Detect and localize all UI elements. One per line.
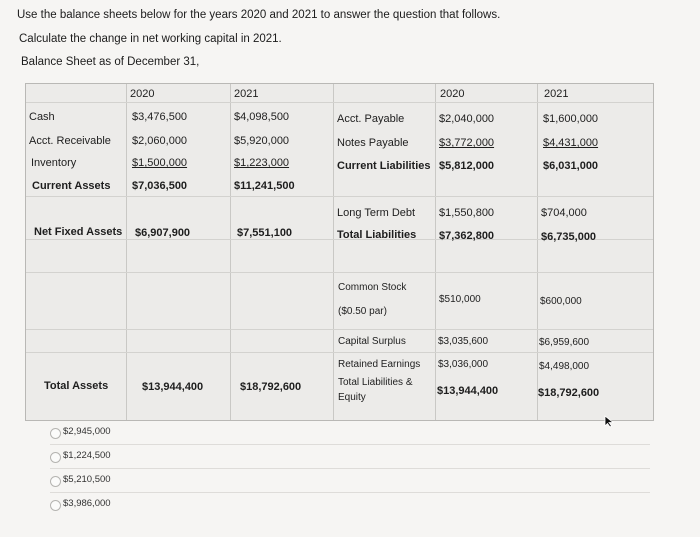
receivable-label: Acct. Receivable [29, 135, 111, 147]
radio-button-icon[interactable] [50, 428, 61, 439]
header-assets-2020: 2020 [130, 88, 155, 100]
total-liab-2020: $7,362,800 [439, 230, 495, 242]
notes-2021: $4,431,000 [543, 137, 599, 149]
inventory-2021: $1,223,000 [234, 157, 290, 169]
total-le-2020: $13,944,400 [437, 385, 499, 397]
radio-button-icon[interactable] [50, 500, 61, 511]
current-assets-2021: $11,241,500 [234, 180, 295, 192]
answer-option[interactable] [50, 426, 650, 445]
answer-option-label: $3,986,000 [63, 498, 111, 509]
common-stock-2020: $510,000 [439, 294, 481, 305]
header-liab-2021: 2021 [544, 88, 569, 100]
answer-option[interactable] [50, 450, 650, 469]
total-le-label-2: Equity [338, 392, 366, 403]
balance-sheet-table [25, 83, 654, 421]
payable-2021: $1,600,000 [543, 113, 599, 125]
payable-2020: $2,040,000 [439, 113, 495, 125]
answer-option-label: $1,224,500 [63, 450, 111, 461]
ltdebt-2021: $704,000 [541, 207, 587, 219]
common-stock-2021: $600,000 [540, 296, 582, 307]
radio-button-icon[interactable] [50, 452, 61, 463]
total-assets-label: Total Assets [44, 380, 109, 392]
notes-2020: $3,772,000 [439, 137, 495, 149]
inventory-2020: $1,500,000 [132, 157, 188, 169]
fixed-assets-label: Net Fixed Assets [34, 226, 123, 238]
balance-sheet-caption: Balance Sheet as of December 31, [21, 56, 200, 68]
current-liab-label: Current Liabilities [337, 160, 431, 172]
common-stock-par: ($0.50 par) [338, 306, 387, 317]
current-assets-label: Current Assets [32, 180, 111, 192]
answer-option[interactable] [50, 474, 650, 493]
retained-2020: $3,036,000 [438, 359, 489, 370]
retained-label: Retained Earnings [338, 359, 421, 370]
surplus-2021: $6,959,600 [539, 337, 590, 348]
receivable-2021: $5,920,000 [234, 135, 290, 147]
ltdebt-2020: $1,550,800 [439, 207, 495, 219]
answer-option-label: $5,210,500 [63, 474, 111, 485]
header-liab-2020: 2020 [440, 88, 465, 100]
total-le-label: Total Liabilities & [338, 377, 413, 388]
total-liab-2021: $6,735,000 [541, 231, 597, 243]
cash-2021: $4,098,500 [234, 111, 290, 123]
total-liab-label: Total Liabilities [337, 229, 417, 241]
answer-option-label: $2,945,000 [63, 426, 111, 437]
current-liab-2021: $6,031,000 [543, 160, 599, 172]
radio-button-icon[interactable] [50, 476, 61, 487]
ltdebt-label: Long Term Debt [337, 207, 416, 219]
fixed-assets-2020: $6,907,900 [135, 227, 191, 239]
receivable-2020: $2,060,000 [132, 135, 188, 147]
cash-2020: $3,476,500 [132, 111, 188, 123]
payable-label: Acct. Payable [337, 113, 405, 125]
surplus-2020: $3,035,600 [438, 336, 489, 347]
inventory-label: Inventory [31, 157, 77, 169]
fixed-assets-2021: $7,551,100 [237, 227, 293, 239]
surplus-label: Capital Surplus [338, 336, 406, 347]
notes-label: Notes Payable [337, 137, 409, 149]
common-stock-label: Common Stock [338, 282, 407, 293]
question-line-1: Use the balance sheets below for the years 2020 and 2021 to answer the question that follows. [17, 9, 501, 21]
total-le-2021: $18,792,600 [538, 387, 600, 399]
total-assets-2020: $13,944,400 [142, 381, 204, 393]
retained-2021: $4,498,000 [539, 361, 590, 372]
total-assets-2021: $18,792,600 [240, 381, 302, 393]
current-assets-2020: $7,036,500 [132, 180, 188, 192]
header-assets-2021: 2021 [234, 88, 259, 100]
current-liab-2020: $5,812,000 [439, 160, 495, 172]
question-line-2: Calculate the change in net working capital in 2021. [19, 33, 282, 45]
answer-option[interactable] [50, 498, 650, 516]
cash-label: Cash [29, 111, 55, 123]
